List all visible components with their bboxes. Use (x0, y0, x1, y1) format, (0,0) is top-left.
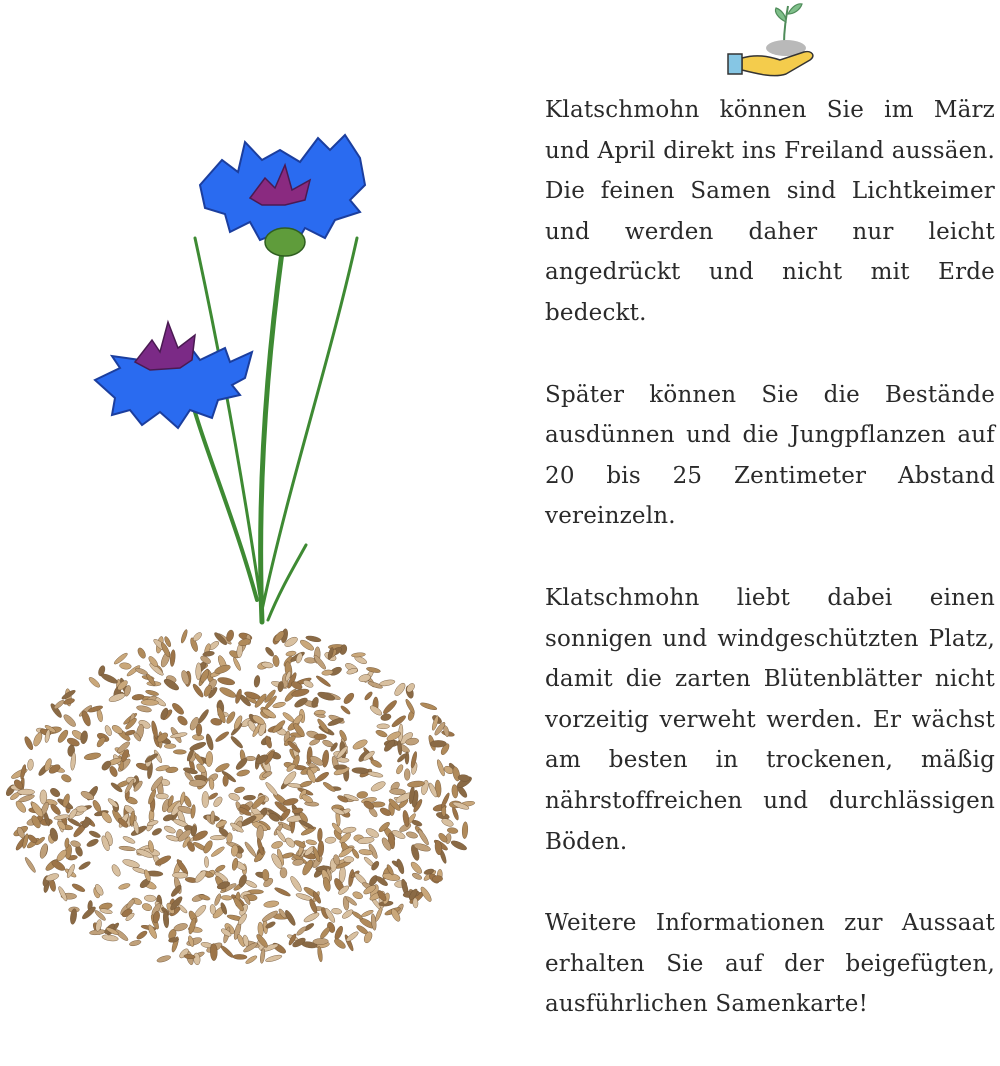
cornflower-illustration (0, 0, 520, 1014)
upper-flower (200, 135, 365, 256)
paragraph-thinning: Später können Sie die Bestände ausdünnen und die Jungpflanzen auf 20 bis 25 Zentimeter Abstand vereinzeln. (545, 381, 995, 530)
seed-pile (4, 628, 475, 965)
paragraph-sowing: Klatschmohn können Sie im März und April direkt ins Freiland aussäen. Die feinen Samen sind Lichtkeimer und werden daher nur leicht angedrückt und nicht mit Erde bedeckt. (545, 97, 995, 326)
paragraph-more-info: Weitere Informationen zur Aussaat erhalten Sie auf der beigefügten, ausführlichen Samenkarte! (545, 910, 995, 1018)
hand-holding-seedling-icon (722, 0, 818, 84)
instructions-text (545, 90, 995, 1066)
stems (190, 238, 357, 622)
paragraph-location: Klatschmohn liebt dabei einen sonnigen und windgeschützten Platz, damit die zarten Blütenblätter nicht vorzeitig verweht werden. Er wächst am besten in trockenen, mäßig nährstoffreichen und durchlässigen Böden. (545, 584, 995, 855)
